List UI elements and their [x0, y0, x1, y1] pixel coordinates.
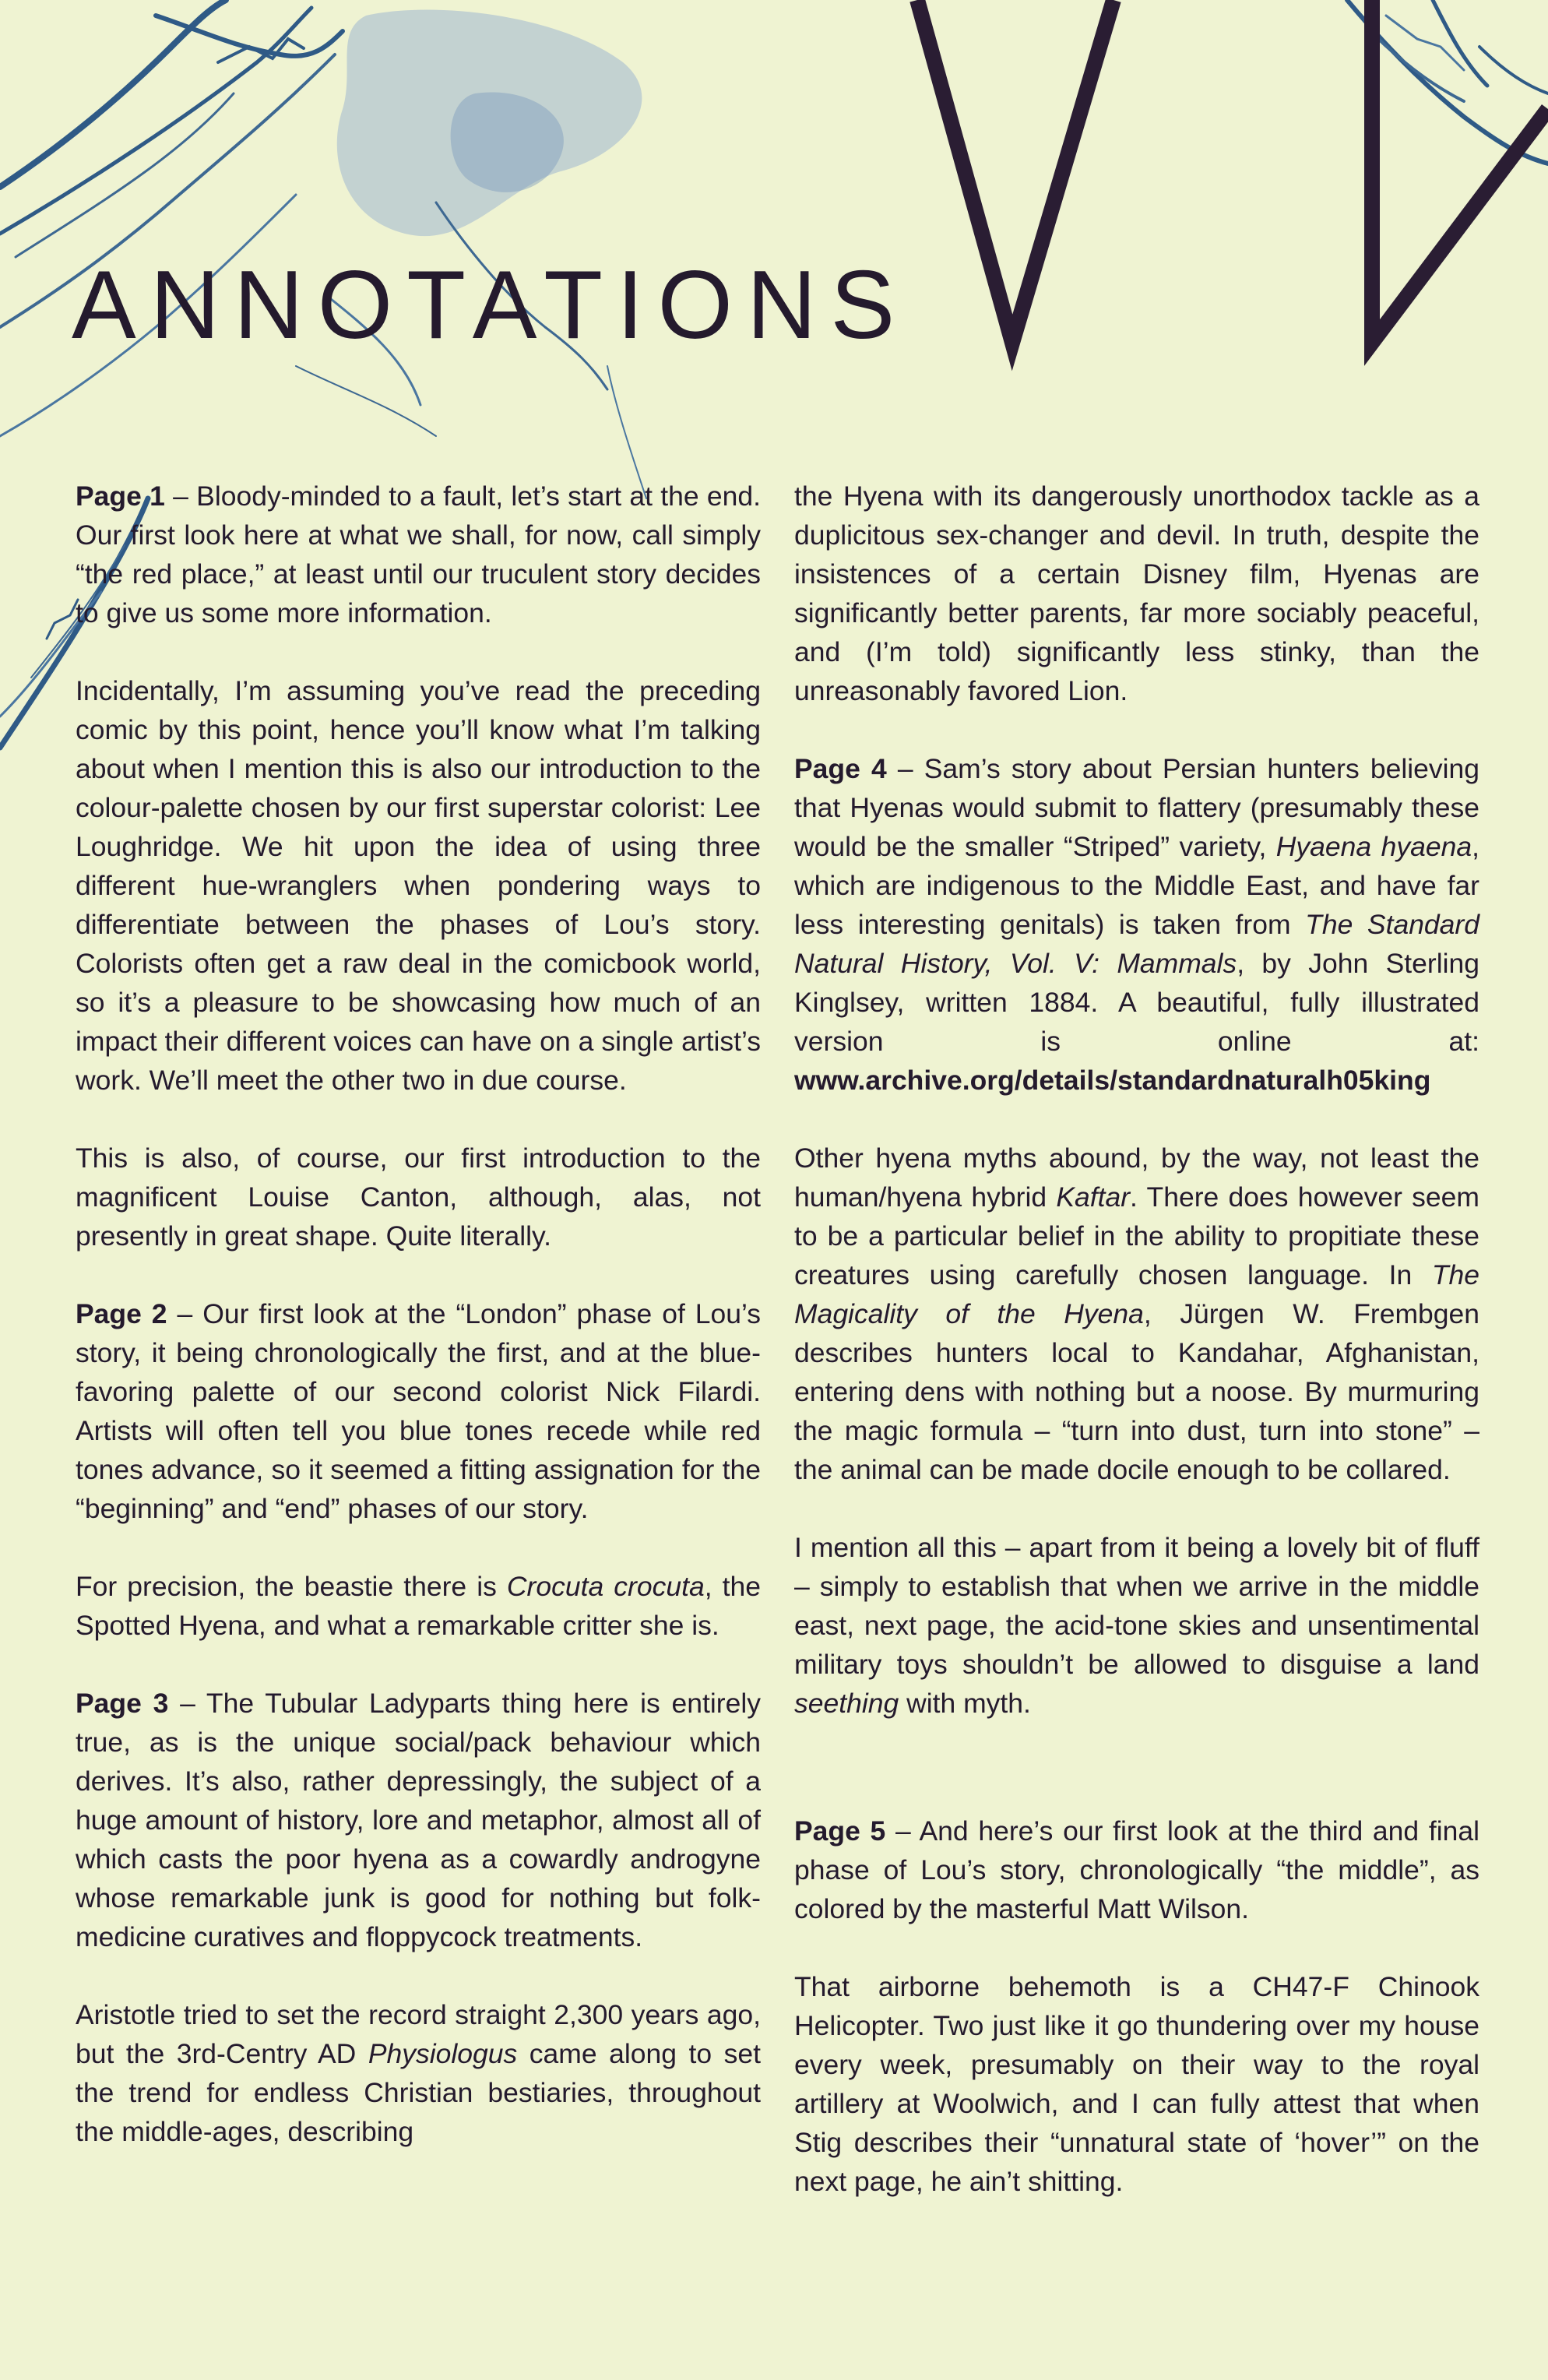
paragraph-hyena-myths	[794, 1139, 1479, 1489]
paragraph-text: – Our first look at the “London” phase of Lou’s story, it being chronologically the first, and at the blue-favoring palette of our second colorist Nick Filardi. Artists will often tell you blue tones recede while red tones advance, so it seemed a fitting assignation for the “beginning” and “end” phases of our story.	[76, 1298, 761, 1524]
paragraph-text: Other hyena myths abound, by the way, not least the human/hyena hybrid	[794, 1142, 1479, 1213]
paragraph-text: – And here’s our first look at the third and final phase of Lou’s story, chronologically “the middle”, as colored by the masterful Matt Wilson.	[794, 1815, 1479, 1924]
italic-term: Kaftar	[1056, 1181, 1131, 1213]
paragraph-text: – The Tubular Ladyparts thing here is entirely true, as is the unique social/pack behaviour which derives. It’s also, rather depressingly, the subject of a huge amount of history, lore and metaphor, almost all of which casts the poor hyena as a cowardly androgyne whose remarkable junk is good for nothing but folk-medicine curatives and floppycock treatments.	[76, 1688, 761, 1952]
paragraph-text: – Sam’s story about Persian hunters believing that Hyenas would submit to flattery (presumably these would be the smaller “Striped” variety,	[794, 753, 1479, 862]
paragraph-chinook	[794, 1967, 1479, 2201]
paragraph-text: For precision, the beastie there is	[76, 1571, 507, 1602]
large-letter-v-icon	[917, 0, 1548, 343]
paragraph-text: – Bloody-minded to a fault, let’s start at the end. Our first look here at what we shall, for now, call simply “the red place,” at least until our truculent story decides to give us some more information.	[76, 481, 761, 628]
paragraph-text: , the Spotted Hyena, and what a remarkable critter she is.	[76, 1571, 761, 1641]
page-label: Page 4	[794, 753, 887, 784]
paragraph-text: came along to set the trend for endless Christian bestiaries, throughout the middle-ages, describing	[76, 2038, 761, 2147]
right-column	[794, 477, 1479, 2240]
italic-term: seething	[794, 1688, 899, 1719]
annotation-page-3	[76, 1684, 761, 1956]
page-label: Page 5	[794, 1815, 886, 1847]
paragraph-aristotle	[76, 1995, 761, 2151]
paragraph-text: That airborne behemoth is a CH47-F Chinook Helicopter. Two just like it go thundering over my house every week, presumably on their way to the royal artillery at Woolwich, and I can fully attest that when Stig describes their “unnatural state of ‘hover’” on the next page, he ain’t shitting.	[794, 1971, 1479, 2197]
paragraph-louise	[76, 1139, 761, 1255]
italic-term: Physiologus	[368, 2038, 518, 2069]
paragraph-text: Aristotle tried to set the record straight 2,300 years ago, but the 3rd-Centry AD	[76, 1999, 761, 2069]
page-title: ANNOTATIONS	[72, 252, 909, 359]
italic-term: Crocuta crocuta	[506, 1571, 705, 1602]
paragraph-colorist	[76, 671, 761, 1100]
annotation-page-2	[76, 1294, 761, 1528]
paragraph-text: . There does however seem to be a particular belief in the ability to propitiate these creatures using carefully chosen language. In	[794, 1181, 1479, 1290]
italic-book-title: The Standard Natural History, Vol. V: Mammals	[794, 909, 1479, 979]
archive-link[interactable]: www.archive.org/details/standardnaturalh05king	[794, 1065, 1431, 1096]
paragraph-text: I mention all this – apart from it being a lovely bit of fluff – simply to establish that when we arrive in the middle east, next page, the acid-tone skies and unsentimental military toys shouldn’t be allowed to disguise a land	[794, 1532, 1479, 1680]
italic-book-title: The Magicality of the Hyena	[794, 1259, 1479, 1329]
paragraph-text: , Jürgen W. Frembgen describes hunters local to Kandahar, Afghanistan, entering dens with nothing but a noose. By murmuring the magic formula – “turn into dust, turn into stone” – the animal can be made docile enough to be collared.	[794, 1298, 1479, 1485]
paragraph-text: the Hyena with its dangerously unorthodox tackle as a duplicitous sex-changer and devil. In truth, despite the insistences of a certain Disney film, Hyenas are significantly better parents, far more sociably peaceful, and (I’m told) significantly less stinky, than the unreasonably favored Lion.	[794, 481, 1479, 706]
page-label: Page 1	[76, 481, 165, 512]
paragraph-text: Incidentally, I’m assuming you’ve read the preceding comic by this point, hence you’ll know what I’m talking about when I mention this is also our introduction to the colour-palette chosen by our first superstar colorist: Lee Loughridge. We hit upon the idea of using three different hue-wranglers when pondering ways to differentiate between the phases of Lou’s story. Colorists often get a raw deal in the comicbook world, so it’s a pleasure to be showcasing how much of an impact their different voices can have on a single artist’s work. We’ll meet the other two in due course.	[76, 675, 761, 1096]
annotation-page-5	[794, 1811, 1479, 1928]
paragraph-text: This is also, of course, our first introduction to the magnificent Louise Canton, although, alas, not presently in great shape. Quite literally.	[76, 1142, 761, 1252]
page-label: Page 3	[76, 1688, 169, 1719]
annotation-page-4	[794, 749, 1479, 1100]
paragraph-text: , which are indigenous to the Middle East, and have far less interesting genitals) is taken from	[794, 831, 1479, 940]
paragraph-hyena-continued	[794, 477, 1479, 710]
paragraph-middle-east	[794, 1528, 1479, 1723]
left-column	[76, 477, 761, 2190]
paragraph-text: , by John Sterling Kinglsey, written 1884. A beautiful, fully illustrated version is online at:	[794, 948, 1479, 1057]
italic-term: Hyaena hyaena	[1275, 831, 1472, 862]
page-label: Page 2	[76, 1298, 167, 1329]
paragraph-text: with myth.	[899, 1688, 1031, 1719]
annotation-page-1	[76, 477, 761, 632]
paragraph-crocuta	[76, 1567, 761, 1645]
